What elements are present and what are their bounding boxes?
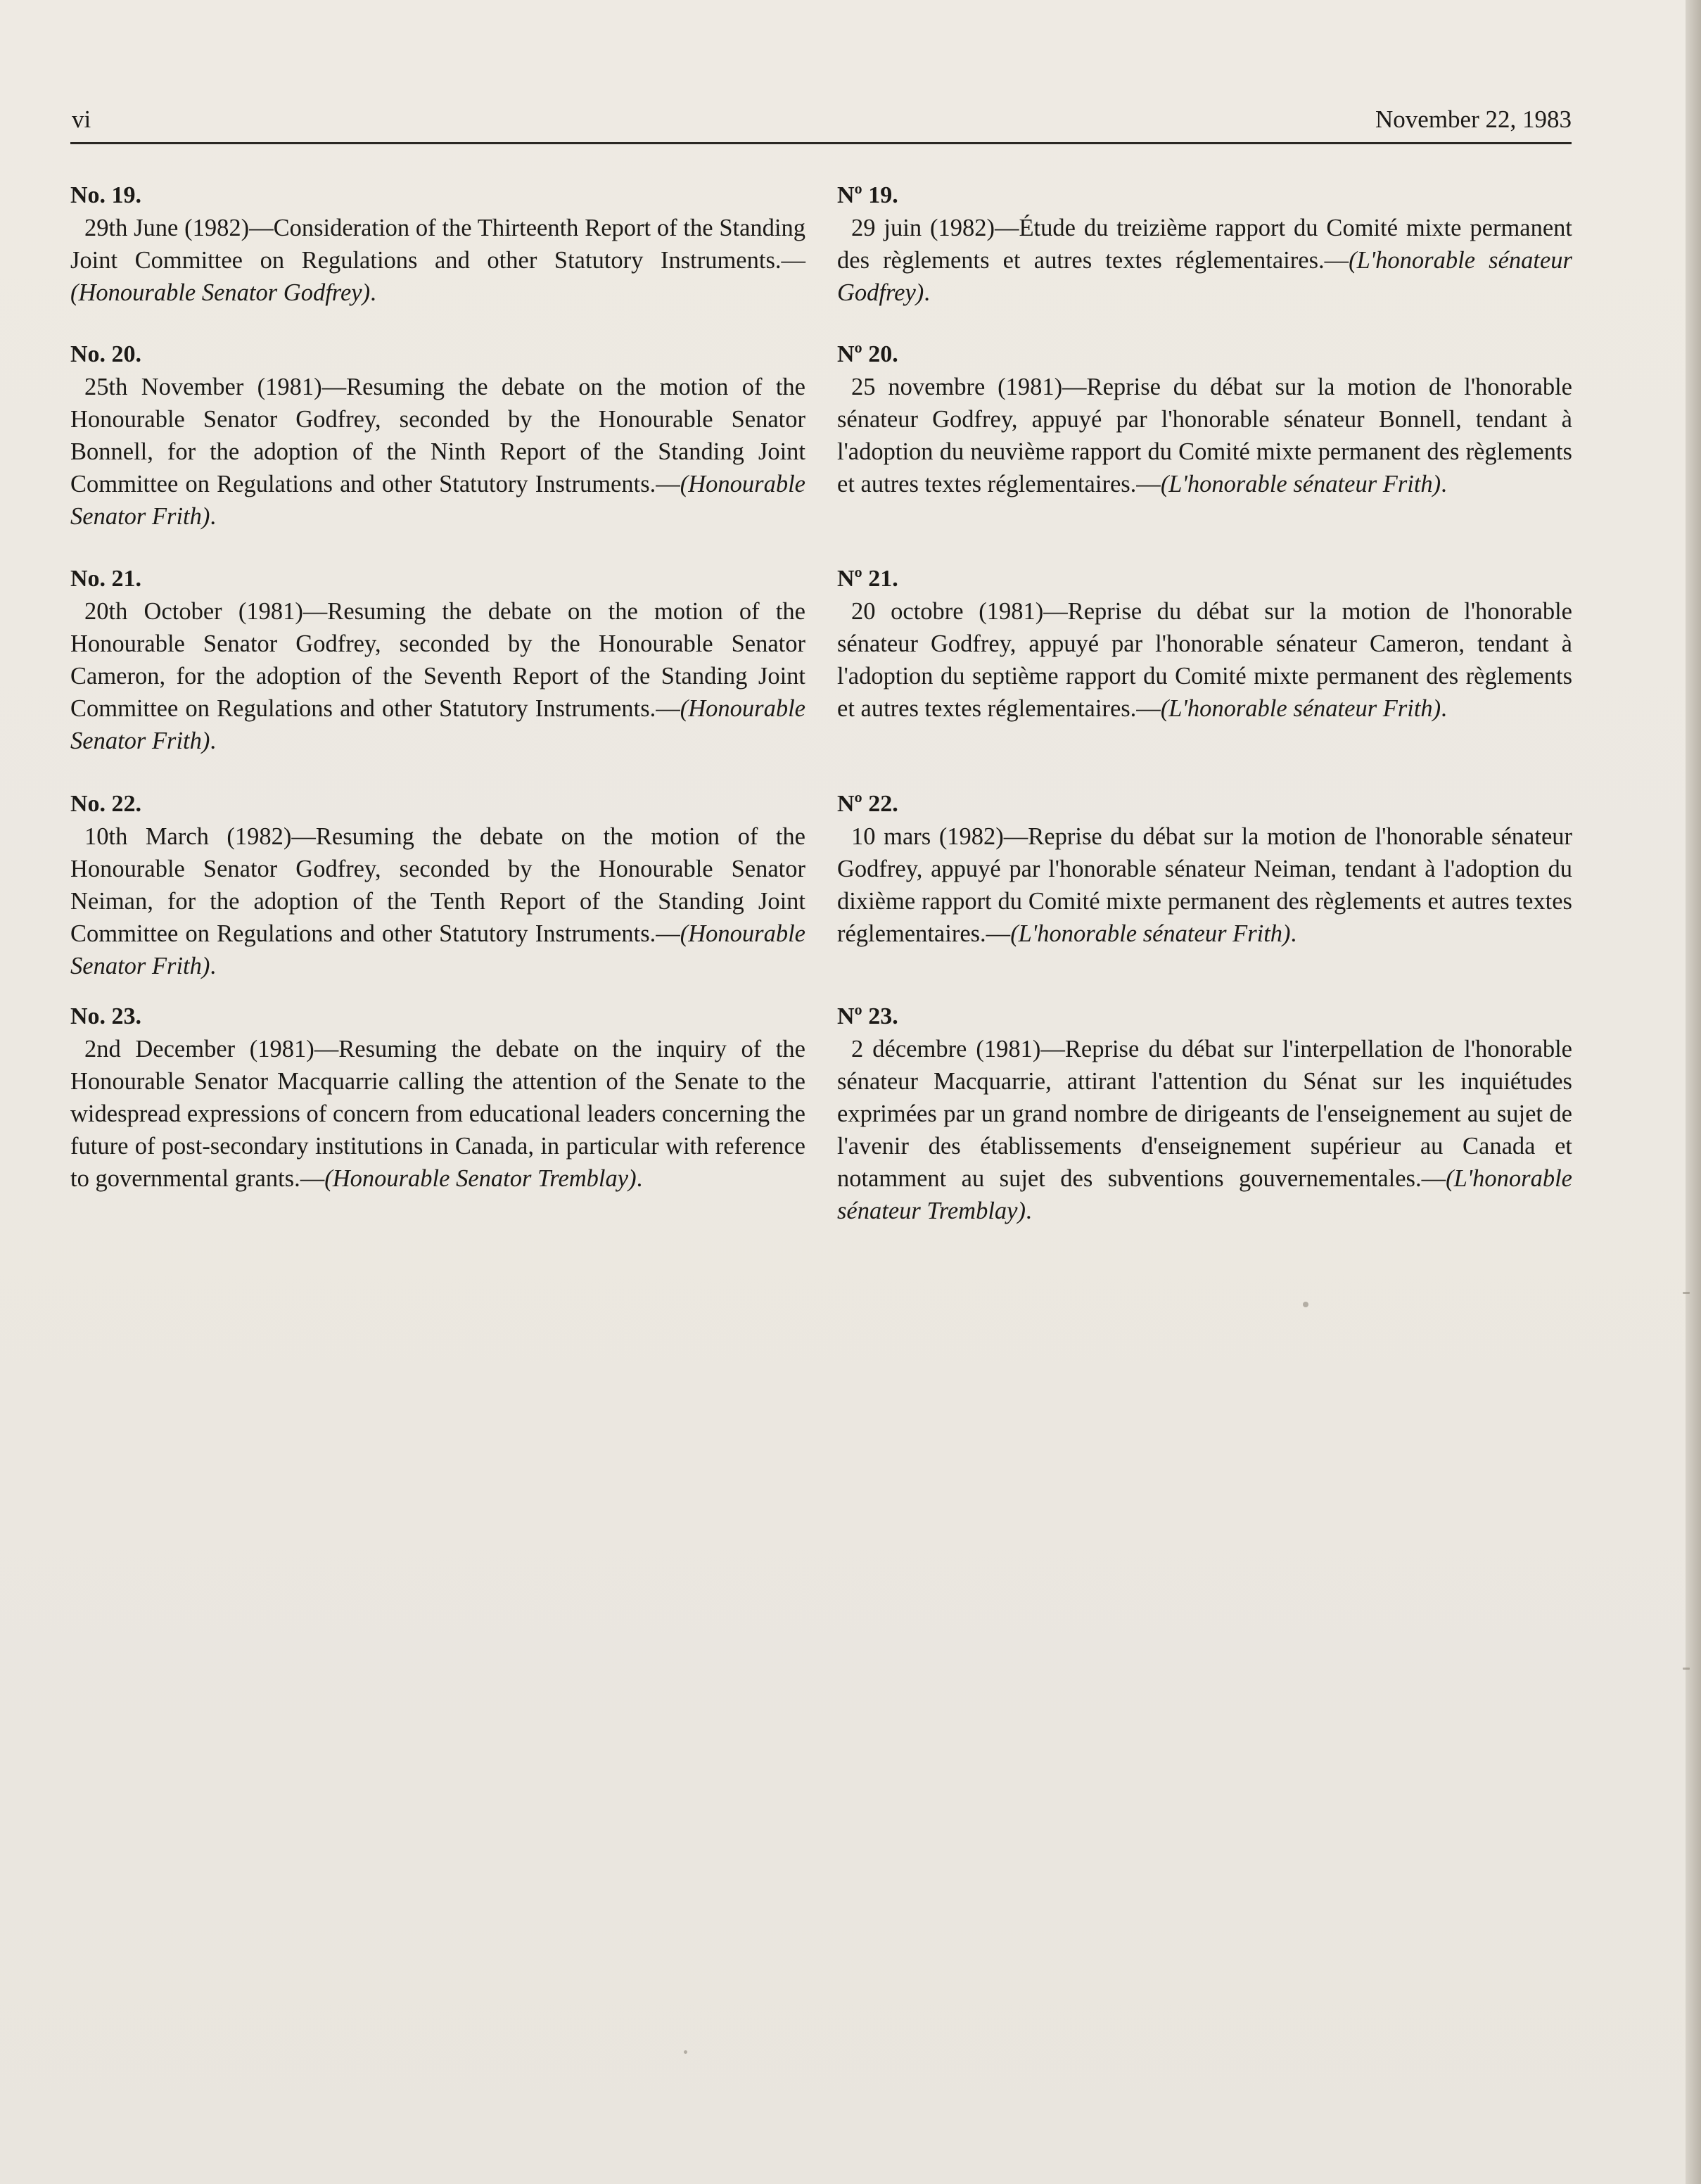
entry-body: 25th November (1981)—Resuming the debate on the motion of the Honourable Senator Godfrey, seconded by the Honourable Senator Bonnell, for the adoption of the Ninth Report of the Standing Joint Committee on Regulations and other Statutory Instruments.— <box>70 374 805 497</box>
entry-text <box>837 212 1572 309</box>
entry-reference: (Honourable Senator Frith) <box>70 471 805 530</box>
entry-tail: . <box>370 279 376 306</box>
entry-tail: . <box>1025 1198 1032 1224</box>
entry-body: 29th June (1982)—Consideration of the Thirteenth Report of the Standing Joint Committee on Regulations and other Statutory Instruments.— <box>70 215 805 274</box>
entry-text <box>837 820 1572 950</box>
entry-body: 29 juin (1982)—Étude du treizième rapport du Comité mixte permanent des règlements et autres textes réglementaires.— <box>837 215 1572 274</box>
entry-text <box>837 595 1572 725</box>
french-entry-23 <box>837 1001 1572 1227</box>
entry-tail: . <box>636 1165 643 1192</box>
entry-tail: . <box>1441 471 1447 497</box>
entry-number: Nº 21. <box>837 566 898 592</box>
english-entry-22 <box>70 788 805 982</box>
entry-number: Nº 19. <box>837 182 898 208</box>
entry-reference: (L'honorable sénateur Frith) <box>1010 920 1291 947</box>
entry-body: 10 mars (1982)—Reprise du débat sur la motion de l'honorable sénateur Godfrey, appuyé par l'honorable sénateur Neiman, tendant à l'adoption du dixième rapport du Comité mixte permanent des règlements et autres textes réglementaires.— <box>837 823 1572 947</box>
entry-reference: (Honourable Senator Tremblay) <box>324 1165 637 1192</box>
entry-tail: . <box>210 503 216 530</box>
entry-tail: . <box>210 953 216 979</box>
entry-body: 20th October (1981)—Resuming the debate on the motion of the Honourable Senator Godfrey, seconded by the Honourable Senator Cameron, for the adoption of the Seventh Report of the Standing Joint Committee on Regulations and other Statutory Instruments.— <box>70 598 805 722</box>
margin-tick <box>1683 1292 1690 1294</box>
entry-number: No. 22. <box>70 791 142 817</box>
entry-text <box>70 371 805 533</box>
french-entry-22 <box>837 788 1572 950</box>
entry-number: Nº 23. <box>837 1003 898 1029</box>
entry-text <box>70 595 805 757</box>
entry-body: 20 octobre (1981)—Reprise du débat sur la motion de l'honorable sénateur Godfrey, appuyé par l'honorable sénateur Cameron, tendant à l'adoption du septième rapport du Comité mixte permanent des règlements et autres textes réglementaires.— <box>837 598 1572 722</box>
margin-tick <box>1683 1668 1690 1670</box>
page-header <box>70 106 1572 144</box>
entry-text <box>70 820 805 982</box>
entry-number: No. 23. <box>70 1003 142 1029</box>
entry-text <box>837 1033 1572 1227</box>
entry-body: 25 novembre (1981)—Reprise du débat sur la motion de l'honorable sénateur Godfrey, appuyé par l'honorable sénateur Bonnell, tendant à l'adoption du neuvième rapport du Comité mixte permanent des règlements et autres textes réglementaires.— <box>837 374 1572 497</box>
french-entry-21 <box>837 563 1572 725</box>
entry-tail: . <box>1441 695 1447 722</box>
entry-reference: (Honourable Senator Godfrey) <box>70 279 371 306</box>
entry-reference: (Honourable Senator Frith) <box>70 695 805 754</box>
english-entry-21 <box>70 563 805 757</box>
entry-reference: (L'honorable sénateur Tremblay) <box>837 1165 1572 1224</box>
entry-reference: (L'honorable sénateur Godfrey) <box>837 247 1572 306</box>
english-entry-23 <box>70 1001 805 1195</box>
ink-speck <box>684 2050 687 2054</box>
entry-text <box>837 371 1572 500</box>
page-edge-shadow <box>1686 0 1701 2184</box>
french-entry-20 <box>837 338 1572 500</box>
entry-text <box>70 1033 805 1195</box>
entry-tail: . <box>1290 920 1297 947</box>
french-entry-19 <box>837 179 1572 309</box>
english-entry-20 <box>70 338 805 533</box>
entry-number: No. 19. <box>70 182 142 208</box>
entry-number: No. 20. <box>70 341 142 367</box>
entry-reference: (L'honorable sénateur Frith) <box>1160 695 1441 722</box>
entry-body: 2 décembre (1981)—Reprise du débat sur l'interpellation de l'honorable sénateur Macquarrie, attirant l'attention du Sénat sur les inquiétudes exprimées par un grand nombre de dirigeants de l'enseignement au sujet de l'avenir des établissements d'enseignement supérieur au Canada et notamment au sujet des subventions gouvernementales.— <box>837 1036 1572 1192</box>
entry-tail: . <box>924 279 930 306</box>
page-date: November 22, 1983 <box>1375 106 1572 133</box>
english-entry-19 <box>70 179 805 309</box>
entry-number: Nº 20. <box>837 341 898 367</box>
entry-number: Nº 22. <box>837 791 898 817</box>
entry-text <box>70 212 805 309</box>
ink-speck <box>1303 1302 1308 1307</box>
entry-body: 2nd December (1981)—Resuming the debate on the inquiry of the Honourable Senator Macquarrie calling the attention of the Senate to the widespread expressions of concern from educational leaders concerning the future of post-secondary institutions in Canada, in particular with reference to governmental grants.— <box>70 1036 805 1192</box>
entry-body: 10th March (1982)—Resuming the debate on the motion of the Honourable Senator Godfrey, seconded by the Honourable Senator Neiman, for the adoption of the Tenth Report of the Standing Joint Committee on Regulations and other Statutory Instruments.— <box>70 823 805 947</box>
entry-number: No. 21. <box>70 566 142 592</box>
entry-reference: (L'honorable sénateur Frith) <box>1160 471 1441 497</box>
page-number: vi <box>72 106 91 133</box>
entry-reference: (Honourable Senator Frith) <box>70 920 805 979</box>
entry-tail: . <box>210 728 216 754</box>
